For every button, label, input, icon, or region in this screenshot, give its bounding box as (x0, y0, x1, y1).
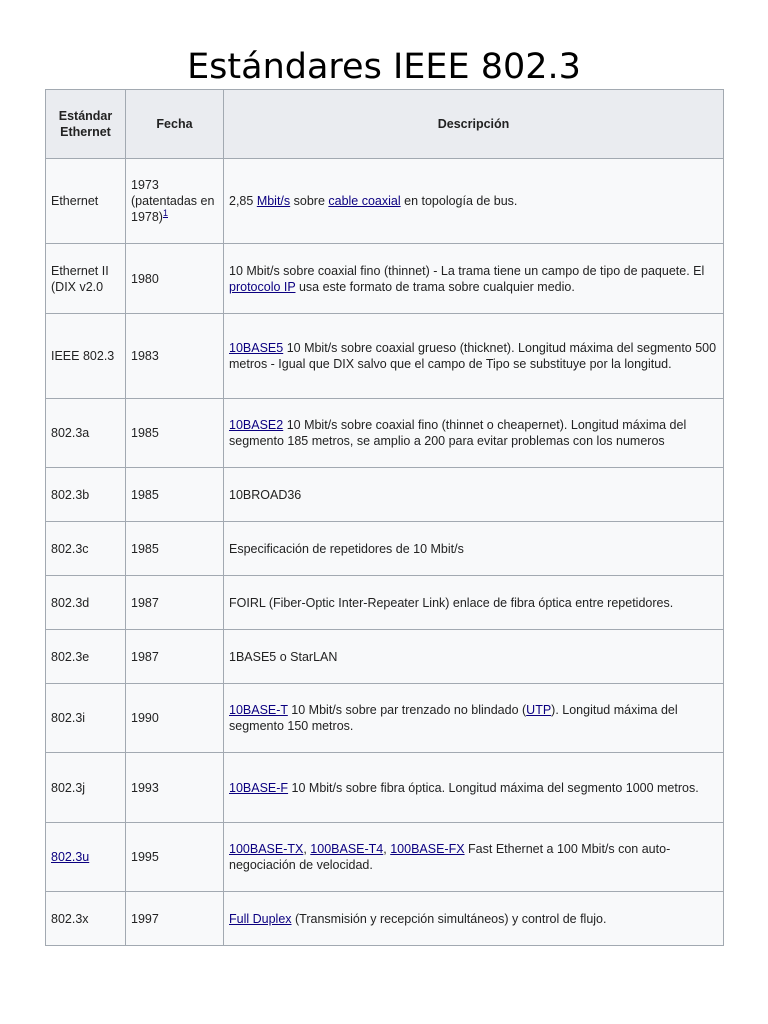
date-text: 1987 (131, 649, 159, 664)
date-text: 1985 (131, 541, 159, 556)
description-link[interactable]: 10BASE-F (229, 780, 289, 795)
cell-description (224, 244, 724, 314)
cell-standard: 802.3a (46, 399, 126, 468)
cell-description (224, 468, 724, 522)
description-link[interactable]: cable coaxial (328, 194, 401, 208)
date-text: 1983 (131, 349, 159, 363)
date-text: 1980 (131, 271, 159, 286)
description-link[interactable]: 10BASE5 (229, 341, 284, 355)
cell-description (224, 892, 724, 946)
description-link[interactable]: Full Duplex (229, 911, 292, 926)
header-description[interactable]: Descripción (224, 90, 724, 159)
cell-standard: 802.3x (46, 892, 126, 946)
cell-description (224, 314, 724, 399)
date-text: 1997 (131, 911, 159, 926)
cell-description (224, 159, 724, 244)
description-link[interactable]: Mbit/s (256, 194, 291, 208)
description-link[interactable]: 10BASE-T (229, 703, 288, 717)
cell-date (126, 576, 224, 630)
description-text: 10 Mbit/s sobre coaxial grueso (thicknet). Longitud máxima del segmento 500 metros - Igual que DIX salvo que el campo de Tipo se substituye por la longitud. (229, 341, 717, 371)
cell-date (126, 823, 224, 892)
cell-date (126, 399, 224, 468)
date-text: 1987 (131, 595, 159, 610)
description-text: 10 Mbit/s sobre coaxial fino (thinnet o cheapernet). Longitud máxima del segmento 185 metros, se amplio a 200 para evitar problemas con los numeros (229, 418, 687, 448)
footnote-reference-link[interactable]: 1 (162, 207, 168, 218)
description-text: en topología de bus. (400, 194, 518, 208)
cell-date (126, 892, 224, 946)
cell-description (224, 630, 724, 684)
cell-date (126, 684, 224, 753)
table-row (46, 399, 724, 468)
header-standard[interactable] (46, 90, 126, 159)
table-header-row (46, 90, 724, 159)
description-text: FOIRL (Fiber-Optic Inter-Repeater Link) enlace de fibra óptica entre repetidores. (229, 595, 674, 610)
ieee-standards-table (45, 89, 724, 946)
cell-description (224, 576, 724, 630)
description-text: usa este formato de trama sobre cualquier medio. (295, 279, 575, 294)
cell-standard: Ethernet (46, 159, 126, 244)
cell-standard: 802.3c (46, 522, 126, 576)
description-text: 10BROAD36 (229, 487, 302, 502)
description-text: , (383, 842, 391, 856)
cell-date (126, 753, 224, 823)
table-row (46, 823, 724, 892)
header-date[interactable]: Fecha (126, 90, 224, 159)
cell-standard: 802.3b (46, 468, 126, 522)
table-row (46, 522, 724, 576)
cell-standard: 802.3e (46, 630, 126, 684)
description-text: 10 Mbit/s sobre coaxial fino (thinnet) - La trama tiene un campo de tipo de paquete. El (229, 263, 705, 278)
description-text: 1BASE5 o StarLAN (229, 649, 338, 664)
table-row (46, 468, 724, 522)
description-text: 2,85 (229, 194, 257, 208)
cell-date (126, 468, 224, 522)
page-title: Estándares IEEE 802.3 (187, 47, 581, 87)
description-link[interactable]: 100BASE-T4 (310, 842, 384, 856)
description-text: sobre (290, 194, 329, 208)
description-link[interactable]: UTP (526, 703, 552, 717)
date-text: 1985 (131, 487, 159, 502)
header-standard-line2: Ethernet (60, 125, 111, 139)
cell-date (126, 630, 224, 684)
description-text: Fast Ethernet a 100 Mbit/s con auto-negociación de velocidad. (229, 842, 671, 872)
cell-description (224, 823, 724, 892)
cell-date (126, 314, 224, 399)
date-text: 1990 (131, 711, 159, 725)
cell-description (224, 753, 724, 823)
table-row (46, 244, 724, 314)
description-link[interactable]: 100BASE-TX (229, 842, 304, 856)
table-row (46, 684, 724, 753)
table-row (46, 892, 724, 946)
date-text: 1993 (131, 780, 159, 795)
description-link[interactable]: protocolo IP (229, 279, 296, 294)
cell-description (224, 522, 724, 576)
table-row (46, 630, 724, 684)
date-text: 1973 (patentadas en 1978) (131, 178, 215, 224)
standard-link[interactable]: 802.3u (51, 850, 90, 864)
description-link[interactable]: 10BASE2 (229, 418, 284, 432)
cell-standard: 802.3j (46, 753, 126, 823)
table-row (46, 159, 724, 244)
description-text: Especificación de repetidores de 10 Mbit/s (229, 541, 464, 556)
description-text: 10 Mbit/s sobre fibra óptica. Longitud máxima del segmento 1000 metros. (288, 780, 699, 795)
date-text: 1995 (131, 850, 159, 864)
cell-standard: Ethernet II (DIX v2.0 (46, 244, 126, 314)
description-text: 10 Mbit/s sobre par trenzado no blindado ( (287, 703, 527, 717)
cell-standard: IEEE 802.3 (46, 314, 126, 399)
cell-standard: 802.3i (46, 684, 126, 753)
table-row (46, 753, 724, 823)
cell-standard[interactable] (46, 823, 126, 892)
cell-description (224, 684, 724, 753)
table-row (46, 314, 724, 399)
header-standard-line1: Estándar (58, 109, 113, 123)
cell-date (126, 244, 224, 314)
cell-date (126, 159, 224, 244)
table-row (46, 576, 724, 630)
cell-description (224, 399, 724, 468)
description-text: , (303, 842, 311, 856)
description-link[interactable]: 100BASE-FX (390, 842, 465, 856)
cell-date (126, 522, 224, 576)
date-text: 1985 (131, 426, 159, 440)
cell-standard: 802.3d (46, 576, 126, 630)
description-text: ). Longitud máxima del segmento 150 metros. (229, 703, 678, 733)
description-text: (Transmisión y recepción simultáneos) y control de flujo. (291, 911, 607, 926)
